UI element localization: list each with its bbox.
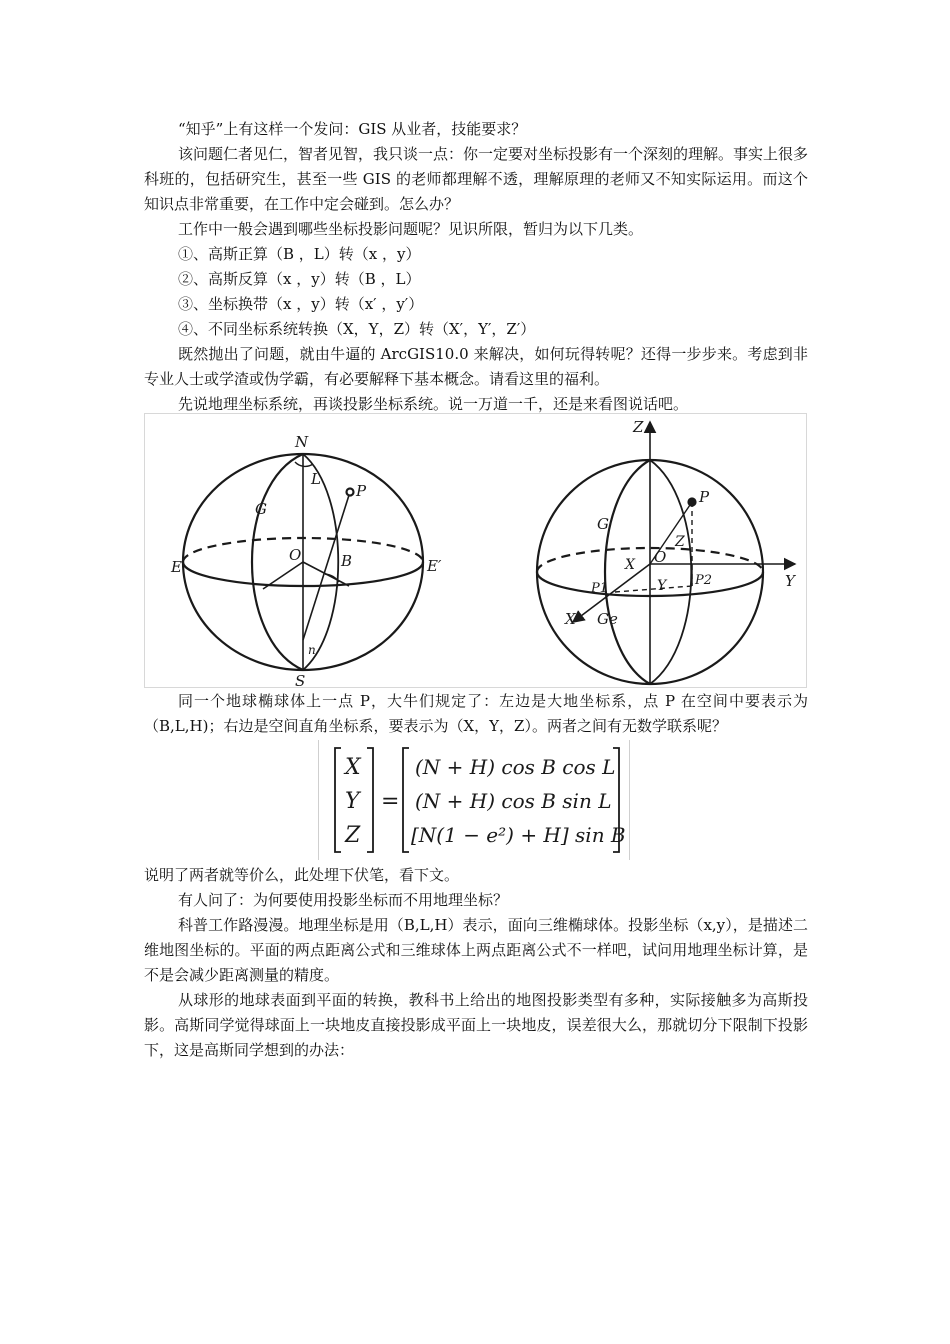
label-p-right: P (699, 488, 710, 506)
label-e-prime: E′ (427, 557, 442, 575)
rhs-bracket-left (403, 748, 409, 852)
paragraph-science: 科普工作路漫漫。地理坐标是用（B,L,H）表示，面向三维椭球体。投影坐标（x,y），是描述二维地图坐标的。平面的两点距离公式和三维球体上两点距离公式不一样吧，试问用地理坐标计算，是不是会减少距离测量的精度。 (144, 916, 808, 984)
label-z-axis: Z (633, 418, 644, 436)
formula-svg (319, 740, 631, 860)
label-g: G (255, 500, 267, 518)
paragraph-intro-question: “知乎”上有这样一个发问：GIS 从业者，技能要求？ (178, 120, 527, 138)
rhs-row-1: (N + H) cos B cos L (415, 755, 616, 779)
geodetic-diagram (183, 454, 423, 670)
left-point-p (347, 489, 354, 496)
geodetic-labels (170, 433, 442, 689)
paragraph-gauss: 从球形的地球表面到平面的转换，教科书上给出的地图投影类型有多种，实际接触多为高斯投影。高斯同学觉得球面上一块地皮直接投影成平面上一块地皮，误差很大么，那就切分下限制下投影下，这是高斯同学想到的办法： (144, 991, 808, 1059)
lhs-bracket-left (335, 748, 341, 852)
paragraph-problem-types: 工作中一般会遇到哪些坐标投影问题呢？见识所限，暂归为以下几类。 (178, 220, 644, 238)
label-n: N (295, 433, 309, 451)
label-o-right: O (654, 548, 667, 566)
lhs-bracket-right (367, 748, 373, 852)
lhs-z: Z (345, 823, 361, 848)
paragraph-point-p: 同一个地球椭球体上一点 P，大牛们规定了：左边是大地坐标系，点 P 在空间中要表示为（B,L,H)；右边是空间直角坐标系，要表示为（X，Y，Z）。两者之间有无数学联系呢？ (144, 692, 808, 735)
label-p: P (356, 482, 367, 500)
figure-svg (145, 414, 808, 689)
ellipsoid-coordinate-figure (144, 413, 807, 688)
label-p2: P2 (695, 573, 713, 588)
label-g-right: G (597, 515, 609, 533)
label-y-axis: Y (785, 572, 795, 590)
lhs-x: X (345, 755, 361, 780)
right-meridian-p (650, 460, 691, 684)
label-l: L (311, 470, 321, 488)
rhs-row-2: (N + H) cos B sin L (415, 789, 612, 813)
label-b: B (341, 552, 353, 570)
label-o: O (289, 546, 302, 564)
formula-text (343, 755, 626, 848)
y-projection (615, 586, 692, 592)
paragraph-equivalence: 说明了两者就等价么，此处埋下伏笔，看下文。 (144, 866, 460, 884)
label-ge: Ge (597, 610, 618, 628)
list-item: ③、坐标换带（x ，y）转（x′ ，y′） (178, 295, 424, 313)
list-item: ④、不同坐标系统转换（X，Y，Z）转（X′，Y′，Z′） (178, 320, 536, 338)
equals-sign: = (381, 789, 400, 814)
label-y-small: Y (657, 578, 667, 594)
label-x-axis: X (565, 610, 576, 628)
paragraph-arcgis: 既然抛出了问题，就由牛逼的 ArcGIS10.0 来解决，如何玩得转呢？还得一步步来。考虑到非专业人士或学渣或伪学霸，有必要解释下基本概念。请看这里的福利。 (144, 345, 808, 388)
list-item: ②、高斯反算（x ，y）转（B ，L） (178, 270, 421, 288)
rhs-row-3: [N(1 − e²) + H] sin B (411, 823, 626, 847)
label-z-small: Z (675, 534, 685, 550)
conversion-formula (318, 740, 630, 860)
paragraph-why-projection: 有人问了：为何要使用投影坐标而不用地理坐标？ (178, 891, 509, 909)
paragraph-geo-coord: 先说地理坐标系统，再谈投影坐标系统。说一万道一千，还是来看图说话吧。 (178, 395, 689, 413)
label-x-small: X (625, 557, 635, 573)
lhs-y: Y (345, 789, 360, 814)
label-p1: P1 (591, 581, 609, 596)
label-s: S (295, 672, 306, 689)
paragraph-opinion: 该问题仁者见仁，智者见智，我只谈一点：你一定要对坐标投影有一个深刻的理解。事实上很多科班的，包括研究生，甚至一些 GIS 的老师都理解不透，理解原理的老师又不知实际运用。而这个知识点非常重要，在工作中定会碰到。怎么办？ (144, 145, 809, 213)
cartesian-labels (564, 418, 797, 628)
list-item: ①、高斯正算（B ，L）转（x ，y） (178, 245, 421, 263)
right-point-p (689, 499, 696, 506)
label-n-small: n (308, 643, 316, 657)
label-e: E (171, 558, 182, 576)
